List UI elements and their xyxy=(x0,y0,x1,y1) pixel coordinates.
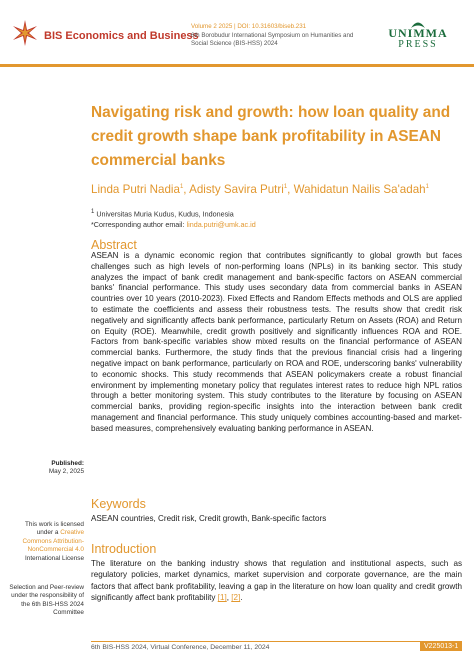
brand-prefix: BIS xyxy=(44,30,63,42)
affiliations xyxy=(91,207,461,230)
license-pre: This work is licensed under a xyxy=(25,521,84,537)
footer-conference: 6th BIS-HSS 2024, Virtual Conference, December 11, 2024 xyxy=(91,644,270,651)
bis-logo-icon xyxy=(10,18,40,48)
license-link[interactable]: Creative Commons Attribution-NonCommercial 4.0 xyxy=(22,529,84,554)
corresponding-email[interactable]: linda.putri@umk.ac.id xyxy=(186,220,256,230)
conference-name: 6th Borobudur International Symposium on Humanities and Social Science (BIS-HSS) 2024 xyxy=(191,31,354,47)
publisher-press: PRESS xyxy=(398,39,438,50)
introduction-text: The literature on the banking industry shows that regulation and institutional aspects, such as regulatory policies, market dynamics, market supervision and corporate governance, are the main factors that affect bank profitability, leaving a gap in the literature on how loan quality and credit growth significantly affect bank profitability [1], [2]. xyxy=(91,559,462,603)
author-sup: 1 xyxy=(179,184,184,191)
page-identifier: V225013-1 xyxy=(420,642,462,651)
keywords-heading: Keywords xyxy=(91,497,146,511)
affiliation-sup: 1 xyxy=(91,209,95,215)
brand-name: Economics and Business xyxy=(65,30,199,42)
publisher-name: UNIMMA xyxy=(388,26,448,40)
citation-link[interactable]: [2] xyxy=(231,593,241,603)
author-name: Linda Putri Nadia xyxy=(91,183,180,196)
published-date: May 2, 2025 xyxy=(48,468,84,476)
leaf-icon xyxy=(410,19,426,29)
published-info xyxy=(8,460,84,477)
author-name: Wahidatun Nailis Sa'adah xyxy=(293,183,426,196)
selection-info: Selection and Peer-review under the responsibility of the 6th BIS-HSS 2024 Committee xyxy=(9,584,84,617)
citation-link[interactable]: [1] xyxy=(217,593,227,603)
article-title: Navigating risk and growth: how loan quality and credit growth shape bank profitability in ASEAN commercial banks xyxy=(91,104,451,169)
affiliation: Universitas Muria Kudus, Kudus, Indonesia xyxy=(96,209,234,219)
abstract-text: ASEAN is a dynamic economic region that contributes significantly to global growth but faces challenges such as high levels of non-performing loans (NPLs) in its banking sector. This study analyzes the impact of bank credit management and bank-specific factors on ASEAN commercial banks' financial performance. This study uses secondary data from commercial banks in ASEAN countries over 10 years (2010-2023). Fixed Effects and Random Effects methods and OLS are applied to estimate the coefficients and assess their robustness tests. The results show that credit risk negatively and significantly affects bank performance, particularly Return on Assets (ROA) and Return on Equity (ROE). Meanwhile, credit growth positively and significantly influences ROA and ROE. Factors from bank-specific variables show mixed results on the financial performance of ASEAN commercial banks. Furthermore, the study finds that the previous financial crisis had a lingering negative impact on bank performance, particularly on ROA and ROE, underscoring banks' vulnerability to economic shocks. This study recommends that ASEAN policymakers create a robust financial environment by implementing monetary policy that regulates interest rates to reduce high NPL ratios through a better monitoring system. This study contributes to the literature by focusing on ASEAN commercial banks, providing region-specific insights into the interaction between bank credit management and financial performance. This study uniquely combines accounting-based and market-based measures, comprehensively evaluating banking performance in ASEAN. xyxy=(91,251,462,433)
author-name: Adisty Savira Putri xyxy=(189,183,284,196)
journal-brand xyxy=(44,30,199,42)
abstract-heading: Abstract xyxy=(91,238,137,252)
header-meta xyxy=(191,23,361,49)
license-post: International License xyxy=(25,554,84,562)
header-divider xyxy=(0,64,474,67)
published-label: Published: xyxy=(51,460,84,467)
corresponding-label: *Corresponding author email: xyxy=(91,220,185,230)
keywords-text: ASEAN countries, Credit risk, Credit growth, Bank-specific factors xyxy=(91,514,327,523)
author-sup: 1 xyxy=(283,184,288,191)
intro-body: The literature on the banking industry shows that regulation and institutional aspects, such as regulatory policies, market dynamics, market supervision and corporate governance, are the main factors that affect bank profitability, leaving a gap in the literature on how loan quality and credit growth significantly affect bank profitability xyxy=(91,559,462,603)
footer-divider xyxy=(91,641,462,642)
author-list: Linda Putri Nadia$^1$, Adisty Savira Putri$^1$, Wahidatun Nailis Sa'adah$^1$ xyxy=(91,183,429,196)
license-info xyxy=(8,521,84,563)
volume-doi: Volume 2 2025 | DOI: 10.31603/biseb.231 xyxy=(191,23,307,30)
publisher-logo xyxy=(376,27,460,50)
author-sup: 1 xyxy=(425,184,429,191)
introduction-heading: Introduction xyxy=(91,542,157,556)
